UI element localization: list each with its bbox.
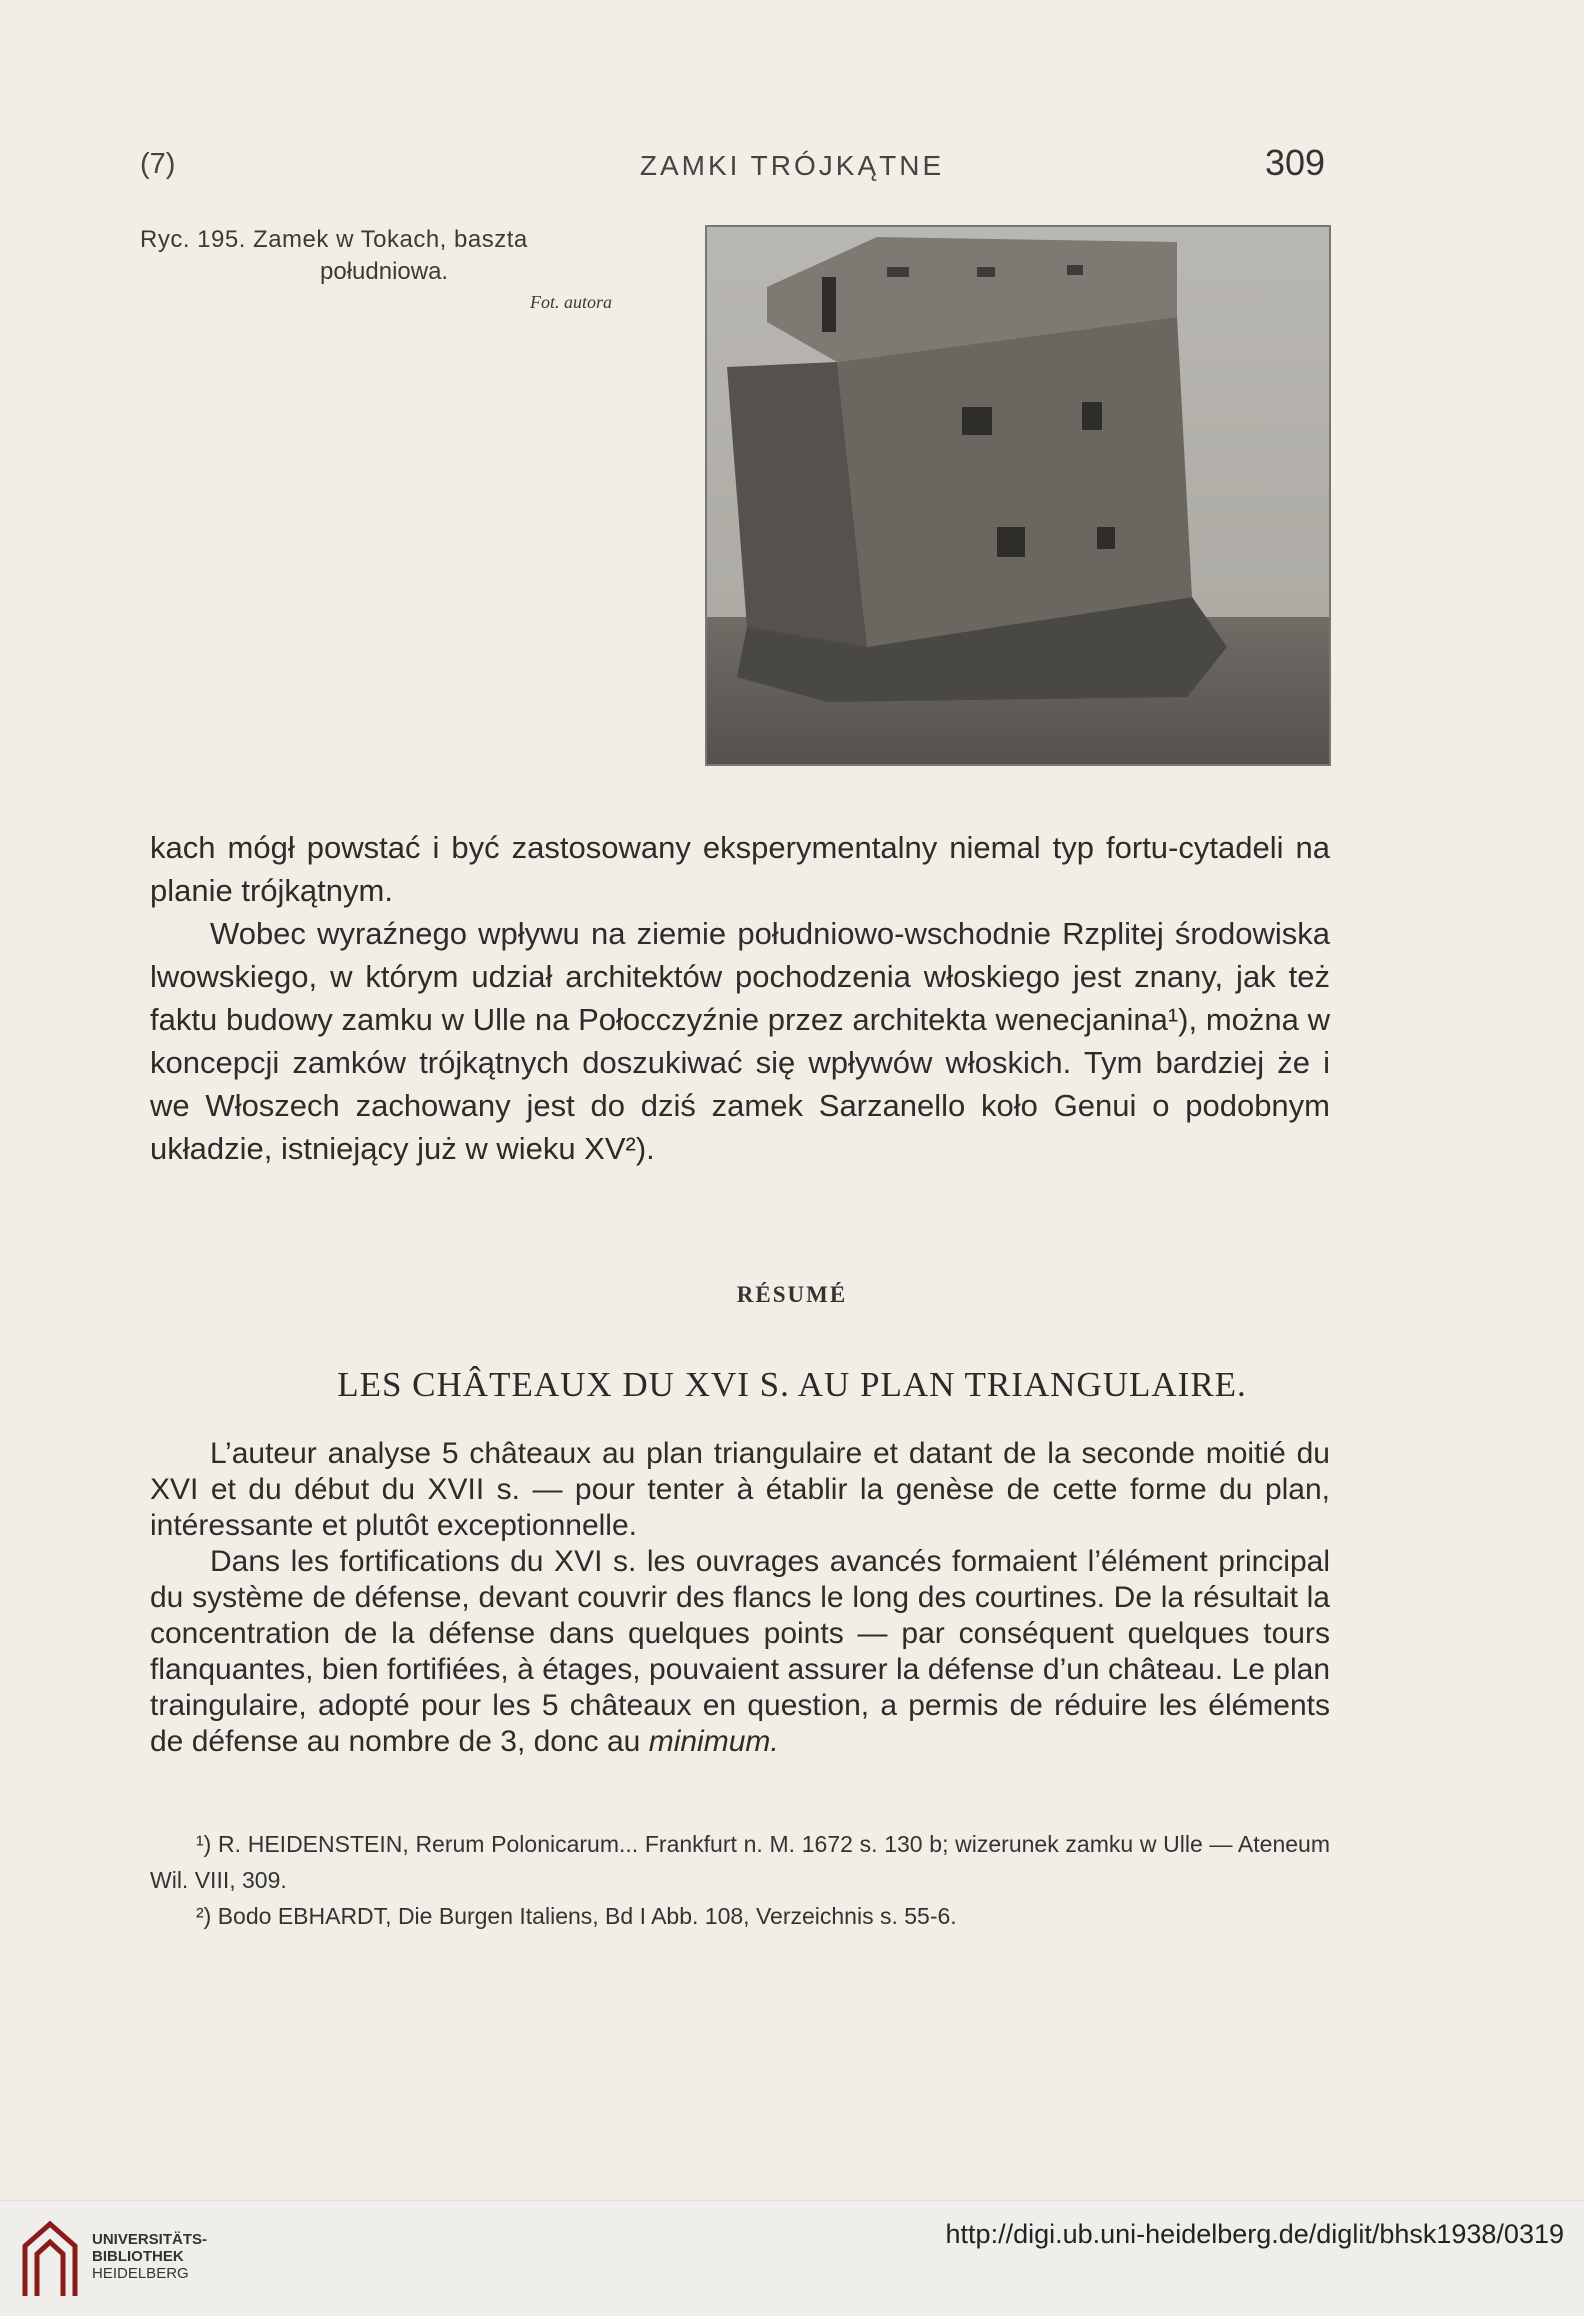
photo-credit: Fot. autora — [530, 292, 613, 312]
footnotes — [150, 1826, 1330, 1934]
tower-photo — [705, 225, 1331, 766]
polish-paragraph-1: kach mógł powstać i być zastosowany eksperymentalny niemal typ fortu-cytadeli na planie trójkątnym. — [150, 830, 1330, 908]
library-logo-icon — [15, 2216, 85, 2301]
polish-text — [150, 826, 1330, 1170]
footnote-2: ²) Bodo EBHARDT, Die Burgen Italiens, Bd I Abb. 108, Verzeichnis s. 55-6. — [196, 1903, 957, 1929]
running-title: ZAMKI TRÓJKĄTNE — [639, 150, 945, 181]
resume-title: LES CHÂTEAUX DU XVI S. AU PLAN TRIANGULAIRE. — [337, 1365, 1247, 1404]
library-name-line-1: UNIVERSITÄTS- — [92, 2231, 208, 2248]
french-paragraph-2-text: Dans les fortifications du XVI s. les ouvrages avancés formaient l’élément principal du système de défense, devant couvrir des flancs le long des courtines. De la résultait la concentration de la défense dans quelques points — par conséquent quelques tours flanquantes, bien fortifiées, à étages, pouvaient assurer la défense d’un château. Le plan traingulaire, adopté pour les 5 châteaux en question, a permis de réduire les éléments de défense au nombre de 3, donc au — [150, 1545, 1330, 1758]
caption-line-1: Ryc. 195. Zamek w Tokach, baszta — [140, 226, 528, 253]
polish-paragraph-2: Wobec wyraźnego wpływu na ziemie południowo-wschodnie Rzplitej środowiska lwowskiego, w którym udział architektów pochodzenia włoskiego jest znany, jak też faktu budowy zamku w Ulle na Połocczyźnie przez architekta wenecjanina¹), można w koncepcji zamków trójkątnych doszukiwać się wpływów włoskich. Tym bardziej że i we Włoszech zachowany jest do dziś zamek Sarzanello koło Genui o podobnym układzie, istniejący już w wieku XV²). — [150, 916, 1330, 1166]
french-paragraph-2-italic: minimum. — [648, 1725, 779, 1758]
caption-line-2: południowa. — [320, 258, 449, 285]
resume-label: RÉSUMÉ — [736, 1282, 848, 1307]
french-summary — [150, 1436, 1330, 1760]
section-number: (7) — [140, 148, 176, 180]
figure-caption — [140, 224, 660, 312]
footnote-1: ¹) R. HEIDENSTEIN, Rerum Polonicarum... Frankfurt n. M. 1672 s. 130 b; wizerunek zamku w Ulle — Ateneum Wil. VIII, 309. — [150, 1831, 1330, 1893]
library-name-line-2: BIBLIOTHEK — [92, 2248, 184, 2265]
document-url-link[interactable]: http://digi.ub.uni-heidelberg.de/diglit/bhsk1938/0319 — [945, 2219, 1564, 2249]
library-name-line-3: HEIDELBERG — [92, 2265, 189, 2282]
library-name — [92, 2231, 207, 2282]
page-number: 309 — [1265, 142, 1326, 183]
french-paragraph-2 — [150, 1544, 1330, 1760]
footer-bar — [0, 2200, 1584, 2316]
tower-photo-illustration — [707, 227, 1329, 764]
french-paragraph-1: L’auteur analyse 5 châteaux au plan triangulaire et datant de la seconde moitié du XVI et du début du XVII s. — pour tenter à établir la genèse de cette forme du plan, intéressante et plutôt exceptionnelle. — [150, 1437, 1330, 1542]
